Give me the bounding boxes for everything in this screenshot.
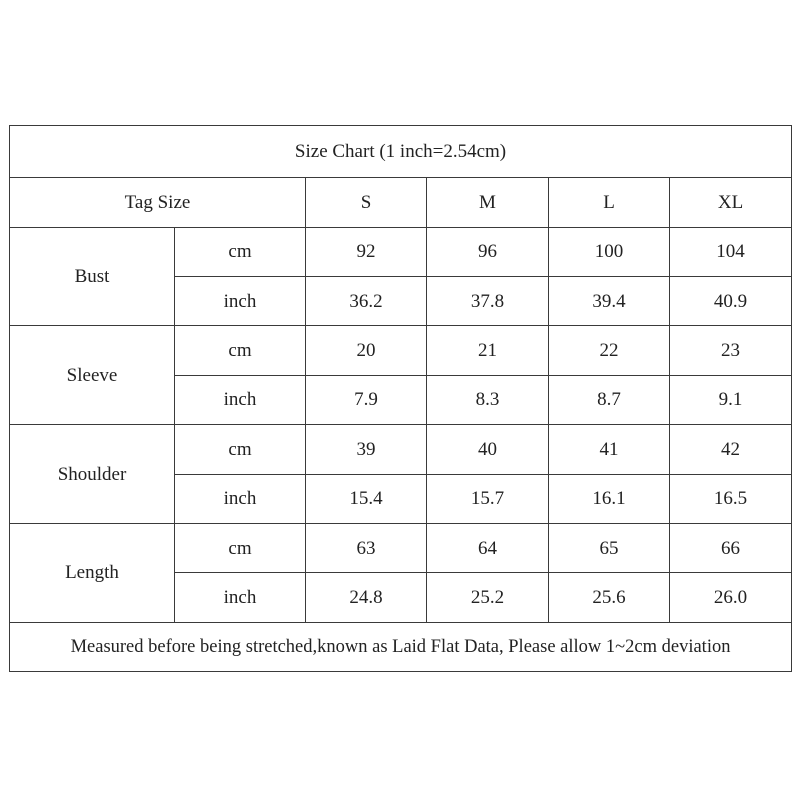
value-cell: 40 [427,425,549,474]
value-cell: 100 [549,227,670,276]
value-cell: 16.5 [670,474,792,523]
value-cell: 25.6 [549,573,670,622]
value-cell: 8.7 [549,375,670,424]
value-cell: 92 [306,227,427,276]
value-cell: 15.4 [306,474,427,523]
value-cell: 22 [549,326,670,375]
value-cell: 23 [670,326,792,375]
value-cell: 8.3 [427,375,549,424]
value-cell: 7.9 [306,375,427,424]
value-cell: 66 [670,523,792,572]
unit-label: cm [175,326,306,375]
size-header-cell: S [306,178,427,227]
chart-title: Size Chart (1 inch=2.54cm) [10,126,792,178]
value-cell: 96 [427,227,549,276]
table-row [10,425,792,474]
measurement-name: Sleeve [10,326,175,425]
value-cell: 63 [306,523,427,572]
footnote-text: Measured before being stretched,known as Laid Flat Data, Please allow 1~2cm deviation [10,622,792,671]
value-cell: 65 [549,523,670,572]
size-header-cell: XL [670,178,792,227]
unit-label: inch [175,277,306,326]
size-header-cell: M [427,178,549,227]
measurement-name: Shoulder [10,425,175,524]
value-cell: 39.4 [549,277,670,326]
value-cell: 39 [306,425,427,474]
unit-label: cm [175,523,306,572]
unit-label: cm [175,227,306,276]
value-cell: 104 [670,227,792,276]
size-header-cell: L [549,178,670,227]
table-row [10,326,792,375]
value-cell: 36.2 [306,277,427,326]
unit-label: inch [175,375,306,424]
value-cell: 25.2 [427,573,549,622]
value-cell: 40.9 [670,277,792,326]
measurement-name: Bust [10,227,175,326]
value-cell: 41 [549,425,670,474]
footnote-row [10,622,792,671]
value-cell: 42 [670,425,792,474]
value-cell: 20 [306,326,427,375]
measurement-name: Length [10,523,175,622]
value-cell: 24.8 [306,573,427,622]
size-header-row [10,178,792,227]
value-cell: 37.8 [427,277,549,326]
table-row [10,523,792,572]
unit-label: inch [175,573,306,622]
size-chart-table [9,125,792,672]
value-cell: 21 [427,326,549,375]
title-row [10,126,792,178]
value-cell: 15.7 [427,474,549,523]
value-cell: 16.1 [549,474,670,523]
value-cell: 9.1 [670,375,792,424]
unit-label: inch [175,474,306,523]
value-cell: 26.0 [670,573,792,622]
value-cell: 64 [427,523,549,572]
table-row [10,227,792,276]
unit-label: cm [175,425,306,474]
tag-size-label: Tag Size [10,178,306,227]
